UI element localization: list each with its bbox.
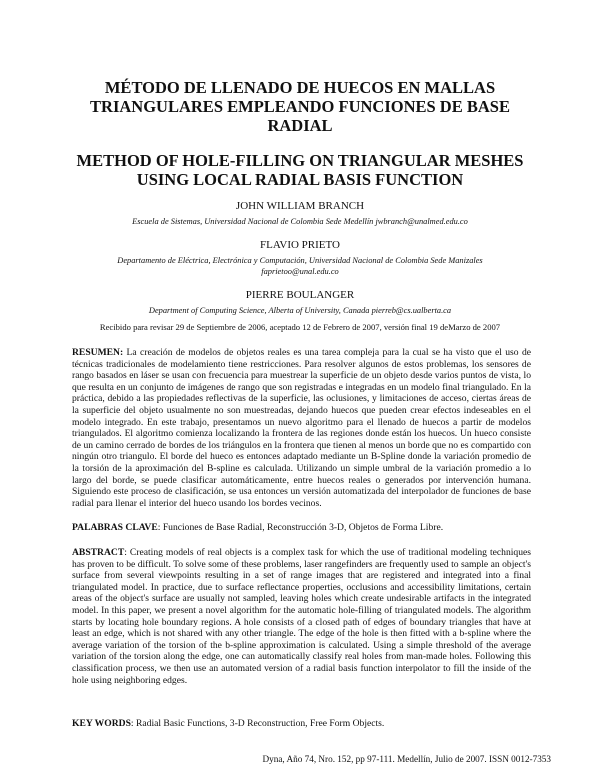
author-affiliation: Escuela de Sistemas, Universidad Nacional de Colombia Sede Medellín jwbranch@unalmed.edu.co (132, 217, 468, 226)
keywords-text: : Radial Basic Functions, 3-D Reconstruction, Free Form Objects. (130, 718, 385, 729)
title-spanish: MÉTODO DE LLENADO DE HUECOS EN MALLAS TRIANGULARES EMPLEANDO FUNCIONES DE BASE RADIAL (90, 78, 510, 135)
abstract-paragraph (72, 547, 531, 686)
received-dates: Recibido para revisar 29 de Septiembre de 2006, aceptado 12 de Febrero de 2007, versión final 19 deMarzo de 2007 (99, 322, 501, 332)
author-name: PIERRE BOULANGER (245, 289, 355, 301)
abstract-text: : Creating models of real objects is a complex task for which the use of traditional modeling techniques has proven to be difficult. To solve some of these problems, laser rangefinders are frequently used to sample an object's surface from several viewpoints resulting in a set of range images that are registered and integrated into a final triangulated model. In practice, due to surface reflectance properties, occlusions and accessibility limitations, certain areas of the object's surface are usually not sampled, leaving holes which create undesirable artifacts in the integrated model. In this paper, we present a novel algorithm for the automatic hole-filling of triangulated models. The algorithm starts by locating hole boundary regions. A hole consists of a closed path of edges of boundary triangles that have at least an edge, which is not shared with any other triangle. The edge of the hole is then fitted with a b-spline where the average variation of the torsion of the b-spline approximation is calculated. Using a simple threshold of the average variation of the torsion along the edge, one can automatically classify real holes from man-made holes. Following this classification process, we then use an automated version of a radial basis function interpolator to fill the inside of the hole using neighboring edges. (72, 547, 531, 686)
author-name: FLAVIO PRIETO (260, 239, 340, 251)
resumen-paragraph (72, 347, 531, 509)
palabras-clave-paragraph (72, 522, 531, 534)
resumen-text: La creación de modelos de objetos reales es una tarea compleja para la cual se ha visto que el uso de técnicas tradicionales de modelamiento tiene restricciones. Para resolver algunos de estos problemas, los sensores de rango basados en láser se usan con frecuencia para muestrear la superficie de un objeto desde varios puntos de vista, lo que resulta en un conjunto de imágenes de rango que son registradas e integradas en un modelo final triangulado. En la práctica, debido a las propiedades reflectivas de la superficie, las oclusiones, y limitaciones de acceso, ciertas áreas de la superficie del objeto usualmente no son muestreadas, dejando huecos que pueden crear efectos indeseables en el modelo integrado. En este trabajo, presentamos un nuevo algoritmo para el llenado de huecos a partir de modelos triangulados. El algoritmo comienza localizando la frontera de las regiones donde están los huecos. Un hueco consiste de un camino cerrado de bordes de los triángulos en la frontera que tienen al menos un borde que no es compartido con ningún otro triangulo. El borde del hueco es entonces adaptado mediante un B-Spline donde la variación promedio de la torsión de la aproximación del B-spline es calculada. Utilizando un simple umbral de la variación promedio a lo largo del borde, se puede clasificar automáticamente, entre huecos reales o generados por intervención humana. Siguiendo este proceso de clasificación, se usa entonces un versión automatizada del interpolador de funciones de base radial para llenar el interior del hueco usando los bordes vecinos. (72, 347, 531, 509)
keywords-paragraph (72, 718, 531, 730)
author-email: faprietoo@unal.edu.co (261, 267, 339, 276)
abstract-label: ABSTRACT (72, 547, 125, 558)
author-block-1 (60, 200, 540, 227)
keywords-label: KEY WORDS (72, 718, 131, 729)
resumen-label: RESUMEN: (72, 347, 124, 358)
title-english: METHOD OF HOLE-FILLING ON TRIANGULAR MESHES USING LOCAL RADIAL BASIS FUNCTION (76, 151, 524, 189)
author-name: JOHN WILLIAM BRANCH (235, 200, 365, 212)
author-block-3 (60, 289, 540, 316)
author-affiliation: Department of Computing Science, Alberta of University, Canada pierreb@cs.ualberta.ca (148, 306, 452, 315)
palabras-clave-text: : Funciones de Base Radial, Reconstrucción 3-D, Objetos de Forma Libre. (157, 522, 444, 533)
author-affiliation: Departamento de Eléctrica, Electrónica y Computación, Universidad Nacional de Colombia Sede Manizales (117, 256, 483, 265)
author-block-2 (60, 239, 540, 277)
journal-footer: Dyna, Año 74, Nro. 152, pp 97-111. Medellín, Julio de 2007. ISSN 0012-7353 (262, 754, 551, 764)
palabras-clave-label: PALABRAS CLAVE (72, 522, 158, 533)
